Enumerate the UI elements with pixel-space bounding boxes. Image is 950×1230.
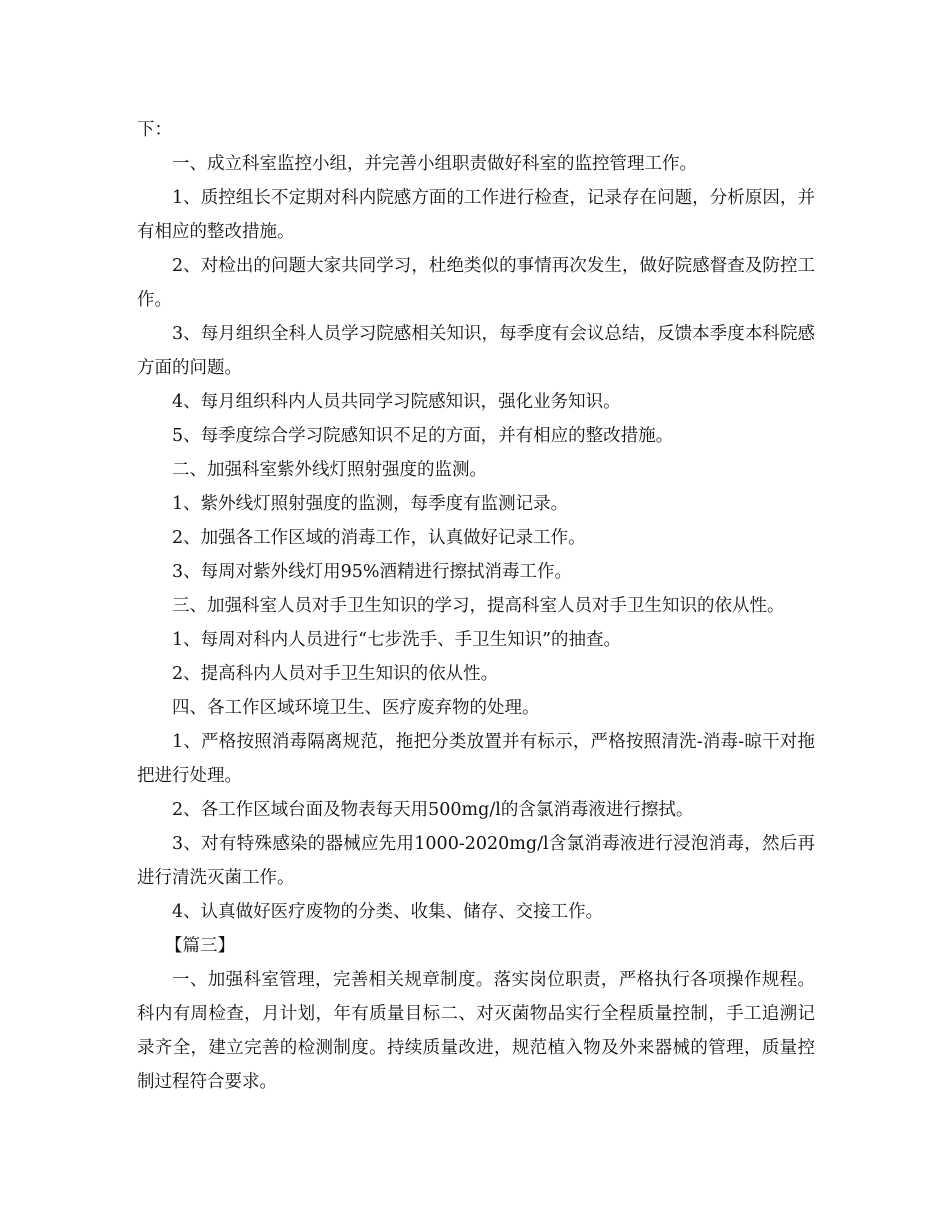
- section-heading-4: 四、各工作区域环境卫生、医疗废弃物的处理。: [172, 698, 540, 718]
- section-heading-2: 二、加强科室紫外线灯照射强度的监测。: [172, 460, 487, 480]
- list-item: 3、对有特殊感染的器械应先用1000-2020mg/l含氯消毒液进行浸泡消毒，然后再进行清洗灭菌工作。: [137, 834, 815, 888]
- list-item: 1、每周对科内人员进行“七步洗手、手卫生知识”的抽查。: [172, 630, 622, 650]
- list-item: 4、每月组织科内人员共同学习院感知识，强化业务知识。: [172, 392, 621, 412]
- list-item: 4、认真做好医疗废物的分类、收集、储存、交接工作。: [172, 902, 604, 922]
- section-heading-1: 一、成立科室监控小组，并完善小组职责做好科室的监控管理工作。: [172, 154, 697, 174]
- list-item: 5、每季度综合学习院感知识不足的方面，并有相应的整改措施。: [172, 426, 674, 446]
- document-body: [137, 113, 815, 1099]
- list-item: 1、严格按照消毒隔离规范，拖把分类放置并有标示，严格按照清洗-消毒-晾干对拖把进行处理。: [137, 732, 815, 786]
- list-item: 2、加强各工作区域的消毒工作，认真做好记录工作。: [172, 528, 586, 548]
- list-item: 3、每周对紫外线灯用95%酒精进行擦拭消毒工作。: [172, 562, 573, 582]
- list-item: 3、每月组织全科人员学习院感相关知识，每季度有会议总结，反馈本季度本科院感方面的问题。: [137, 324, 815, 378]
- part-heading: 【篇三】: [165, 936, 235, 956]
- list-item: 1、紫外线灯照射强度的监测，每季度有监测记录。: [172, 494, 569, 514]
- body-paragraph: 一、加强科室管理，完善相关规章制度。落实岗位职责，严格执行各项操作规程。科内有周检查，月计划，年有质量目标二、对灭菌物品实行全程质量控制，手工追溯记录齐全，建立完善的检测制度。持续质量改进，规范植入物及外来器械的管理，质量控制过程符合要求。: [137, 970, 815, 1092]
- section-heading-3: 三、加强科室人员对手卫生知识的学习，提高科室人员对手卫生知识的依从性。: [172, 596, 785, 616]
- paragraph-continuation: 下：: [137, 120, 172, 140]
- list-item: 2、对检出的问题大家共同学习，杜绝类似的事情再次发生，做好院感督查及防控工作。: [137, 256, 815, 310]
- list-item: 1、质控组长不定期对科内院感方面的工作进行检查，记录存在问题，分析原因，并有相应的整改措施。: [137, 188, 815, 242]
- list-item: 2、各工作区域台面及物表每天用500mg/l的含氯消毒液进行擦拭。: [172, 800, 694, 820]
- list-item: 2、提高科内人员对手卫生知识的依从性。: [172, 664, 499, 684]
